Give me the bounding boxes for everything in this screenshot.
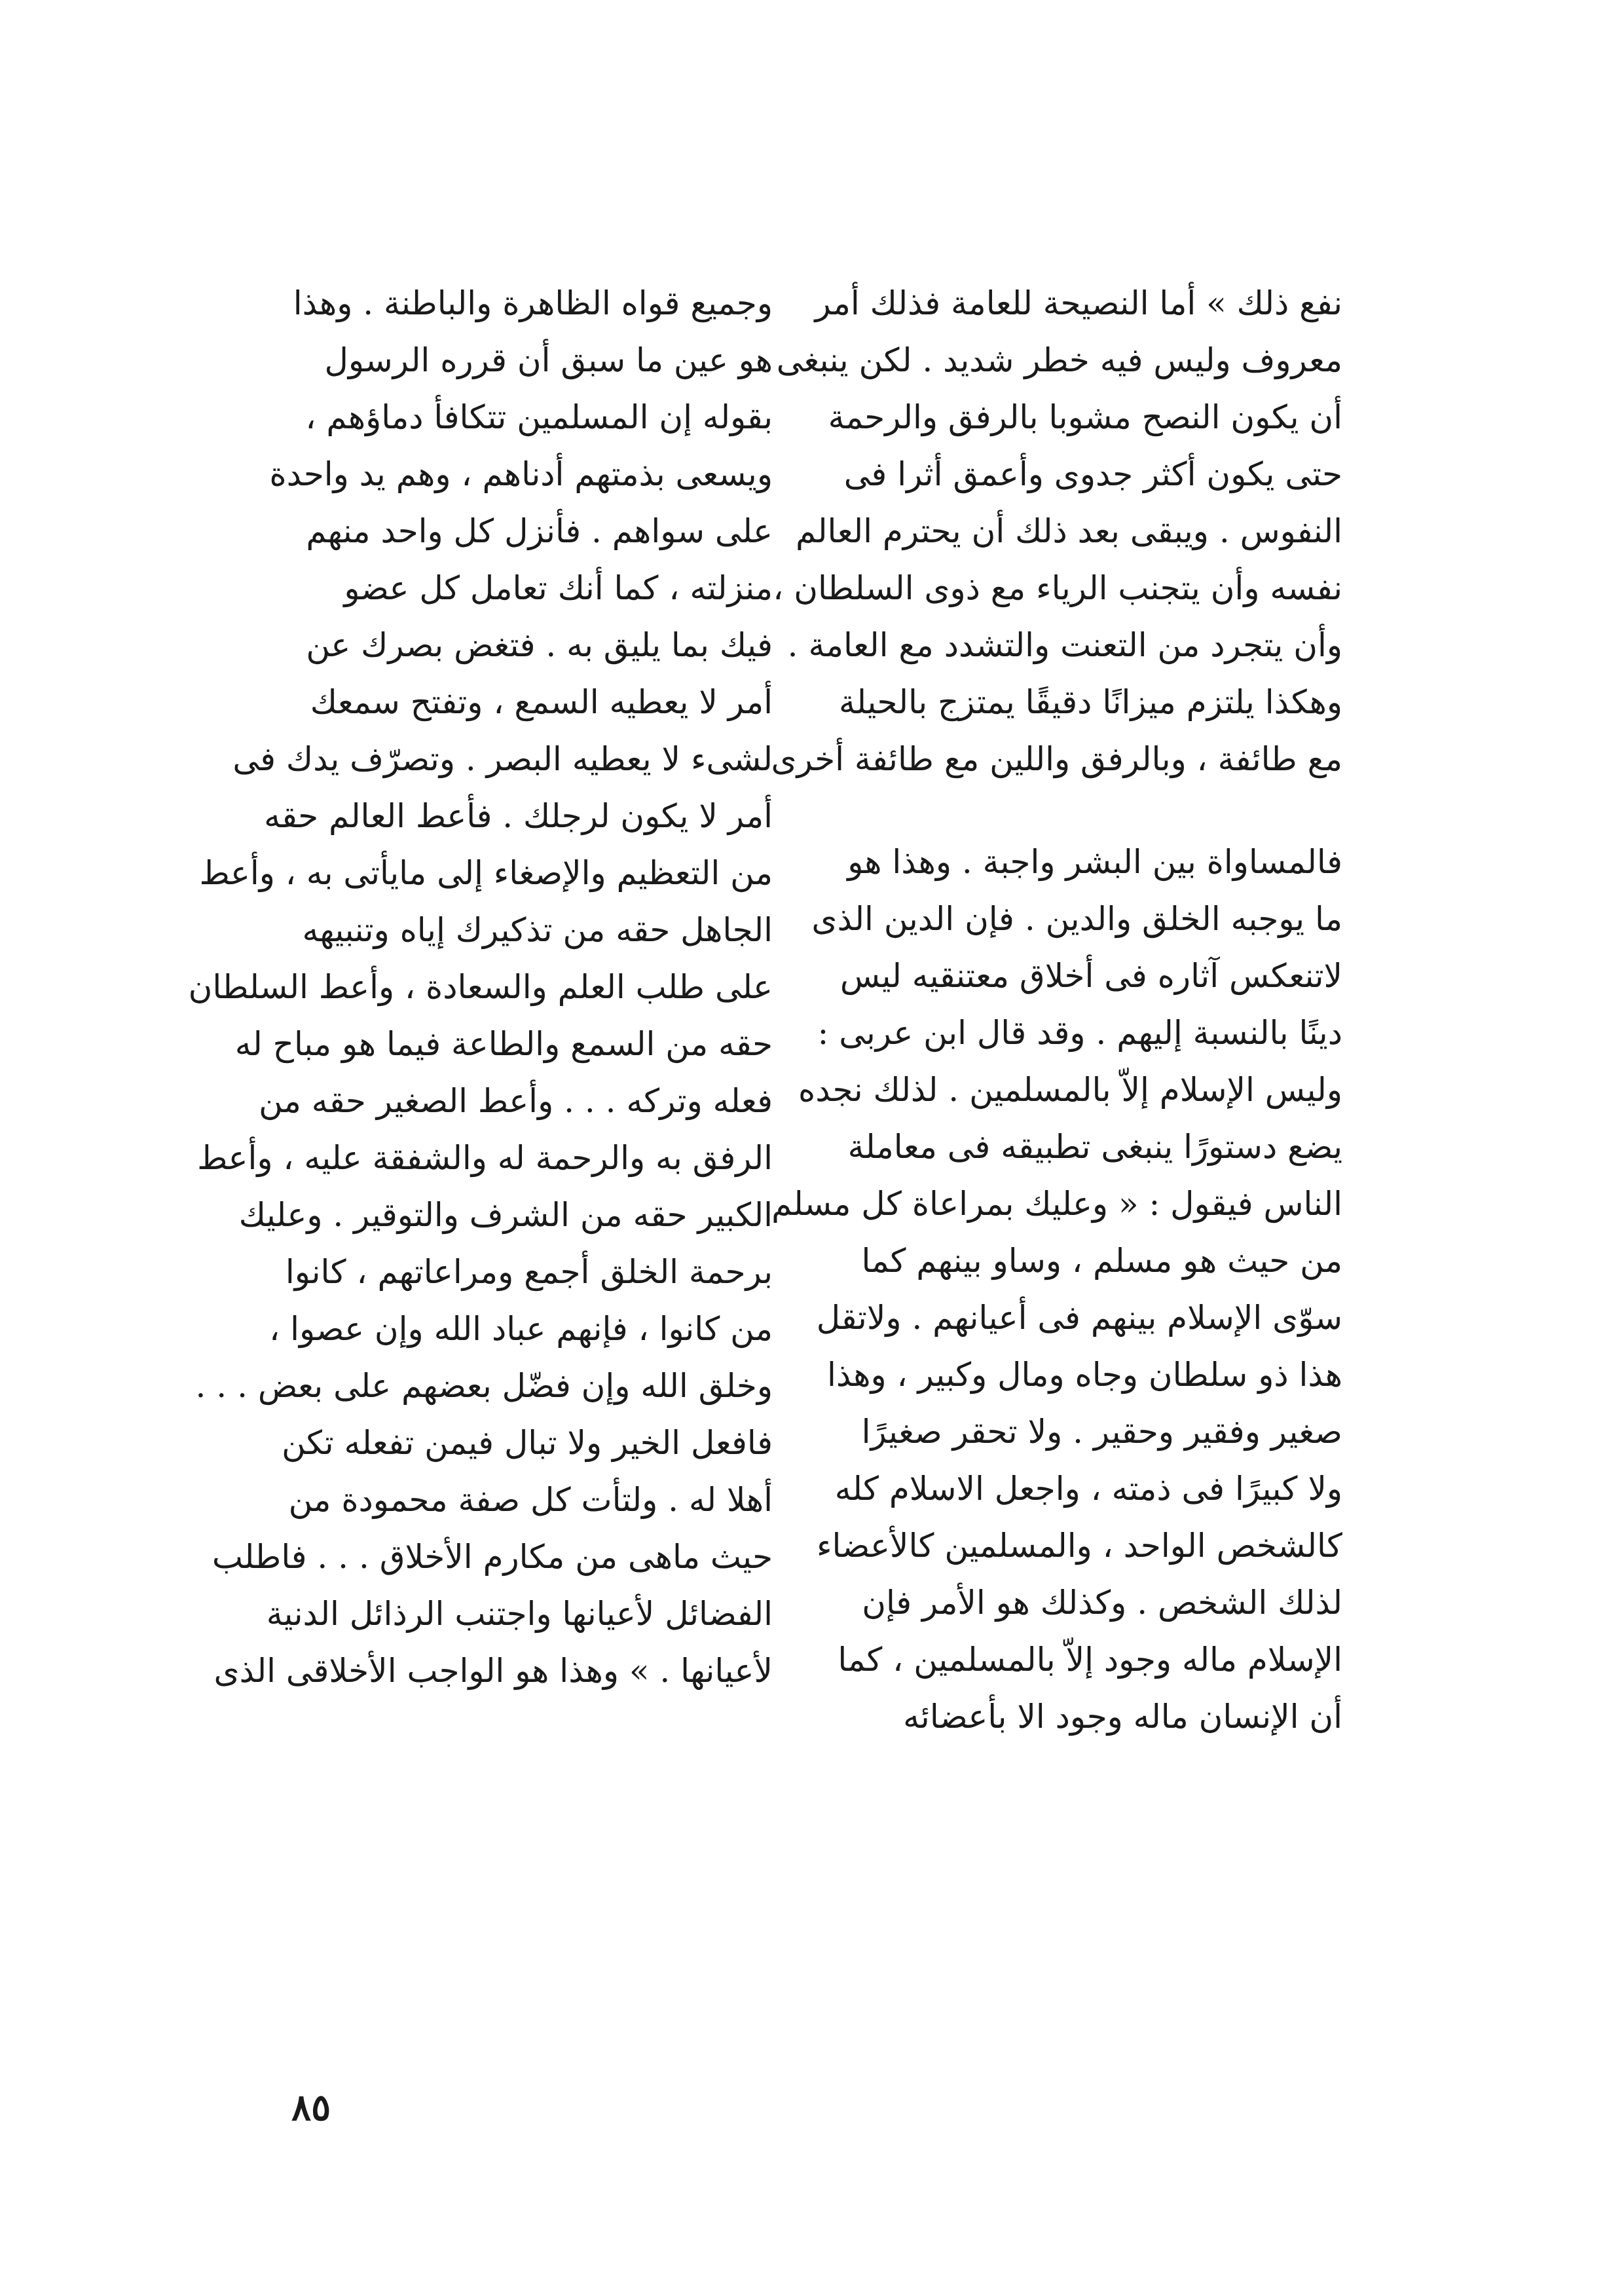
text-line: صغير وفقير وحقير . ولا تحقر صغيرًا — [861, 1413, 1342, 1451]
text-line: نفسه وأن يتجنب الرياء مع ذوى السلطان ، — [773, 569, 1342, 607]
text-line: وجميع قواه الظاهرة والباطنة . وهذا — [293, 284, 773, 322]
text-line: الإسلام ماله وجود إلاّ بالمسلمين ، كما — [838, 1641, 1342, 1679]
text-line: وخلق الله وإن فضّل بعضهم على بعض . . . — [195, 1367, 773, 1405]
text-line: حقه من السمع والطاعة فيما هو مباح له — [234, 1025, 773, 1063]
text-line: أمر لا يعطيه السمع ، وتفتح سمعك — [310, 683, 773, 721]
text-line: منزلته ، كما أنك تعامل كل عضو — [344, 569, 773, 607]
left-column — [188, 275, 773, 1700]
text-line: نفع ذلك » أما النصيحة للعامة فذلك أمر — [815, 284, 1342, 322]
text-line: من حيث هو مسلم ، وساو بينهم كما — [861, 1242, 1342, 1280]
text-line: من كانوا ، فإنهم عباد الله وإن عصوا ، — [269, 1310, 773, 1348]
text-line: هذا ذو سلطان وجاه ومال وكبير ، وهذا — [826, 1356, 1342, 1394]
text-line: حيث ماهى من مكارم الأخلاق . . . فاطلب — [212, 1538, 773, 1576]
text-line: برحمة الخلق أجمع ومراعاتهم ، كانوا — [285, 1253, 773, 1291]
text-line: لذلك الشخص . وكذلك هو الأمر فإن — [862, 1584, 1342, 1622]
text-line: وهكذا يلتزم ميزانًا دقيقًا يمتزج بالحيلة — [839, 683, 1342, 721]
right-column-paragraph-1 — [750, 275, 1342, 788]
text-line: من التعظيم والإصغاء إلى مايأتى به ، وأعط — [199, 854, 773, 892]
text-line: الناس فيقول : « وعليك بمراعاة كل مسلم — [771, 1185, 1342, 1223]
text-line: لاتنعكس آثاره فى أخلاق معتنقيه ليس — [840, 957, 1342, 995]
text-line: لشىء لا يعطيه البصر . وتصرّف يدك فى — [232, 740, 773, 778]
text-line: فيك بما يليق به . فتغض بصرك عن — [306, 626, 773, 664]
text-line: فافعل الخير ولا تبال فيمن تفعله تكن — [282, 1424, 773, 1462]
right-column — [750, 275, 1342, 1745]
text-line: الفضائل لأعيانها واجتنب الرذائل الدنية — [266, 1595, 773, 1633]
text-line: دينًا بالنسبة إليهم . وقد قال ابن عربى : — [817, 1014, 1342, 1052]
text-line: الجاهل حقه من تذكيرك إياه وتنبيهه — [302, 911, 773, 949]
text-line: معروف وليس فيه خطر شديد . لكن ينبغى — [776, 341, 1342, 379]
text-line: أمر لا يكون لرجلك . فأعط العالم حقه — [264, 797, 773, 835]
paragraph-gap — [845, 788, 1342, 834]
page-number: ٨٥ — [291, 2086, 331, 2129]
right-column-paragraph-2 — [771, 834, 1342, 1745]
text-line: أن يكون النصح مشوبا بالرفق والرحمة — [828, 398, 1342, 436]
text-line: فالمساواة بين البشر واجبة . وهذا هو — [847, 843, 1342, 881]
text-line: وليس الإسلام إلاّ بالمسلمين . لذلك نجده — [798, 1071, 1342, 1109]
text-line: ما يوجبه الخلق والدين . فإن الدين الذى — [811, 900, 1342, 938]
text-line: لأعيانها . » وهذا هو الواجب الأخلاقى الذى — [213, 1652, 773, 1690]
text-line: الرفق به والرحمة له والشفقة عليه ، وأعط — [197, 1139, 773, 1177]
text-line: النفوس . ويبقى بعد ذلك أن يحترم العالم — [796, 512, 1342, 550]
text-line: يضع دستورًا ينبغى تطبيقه فى معاملة — [847, 1128, 1342, 1166]
left-column-text — [188, 275, 773, 1700]
text-line: الكبير حقه من الشرف والتوقير . وعليك — [238, 1196, 773, 1234]
text-line: مع طائفة ، وبالرفق واللين مع طائفة أخرى . — [750, 740, 1342, 778]
text-line: وأن يتجرد من التعنت والتشدد مع العامة . — [787, 626, 1342, 664]
text-line: هو عين ما سبق أن قرره الرسول — [324, 341, 773, 379]
text-line: على سواهم . فأنزل كل واحد منهم — [306, 512, 773, 550]
text-line: بقوله إن المسلمين تتكافأ دماؤهم ، — [305, 398, 773, 436]
text-line: على طلب العلم والسعادة ، وأعط السلطان — [188, 968, 773, 1006]
text-line: أهلا له . ولتأت كل صفة محمودة من — [288, 1481, 773, 1519]
text-line: سوّى الإسلام بينهم فى أعيانهم . ولاتقل — [816, 1299, 1342, 1337]
text-line: ولا كبيرًا فى ذمته ، واجعل الاسلام كله — [834, 1470, 1342, 1508]
text-line: فعله وتركه . . . وأعط الصغير حقه من — [259, 1082, 773, 1120]
text-line: حتى يكون أكثر جدوى وأعمق أثرا فى — [843, 455, 1342, 493]
text-line: ويسعى بذمتهم أدناهم ، وهم يد واحدة — [269, 455, 773, 493]
text-line: أن الإنسان ماله وجود الا بأعضائه — [903, 1698, 1342, 1736]
text-line: كالشخص الواحد ، والمسلمين كالأعضاء — [816, 1527, 1342, 1565]
